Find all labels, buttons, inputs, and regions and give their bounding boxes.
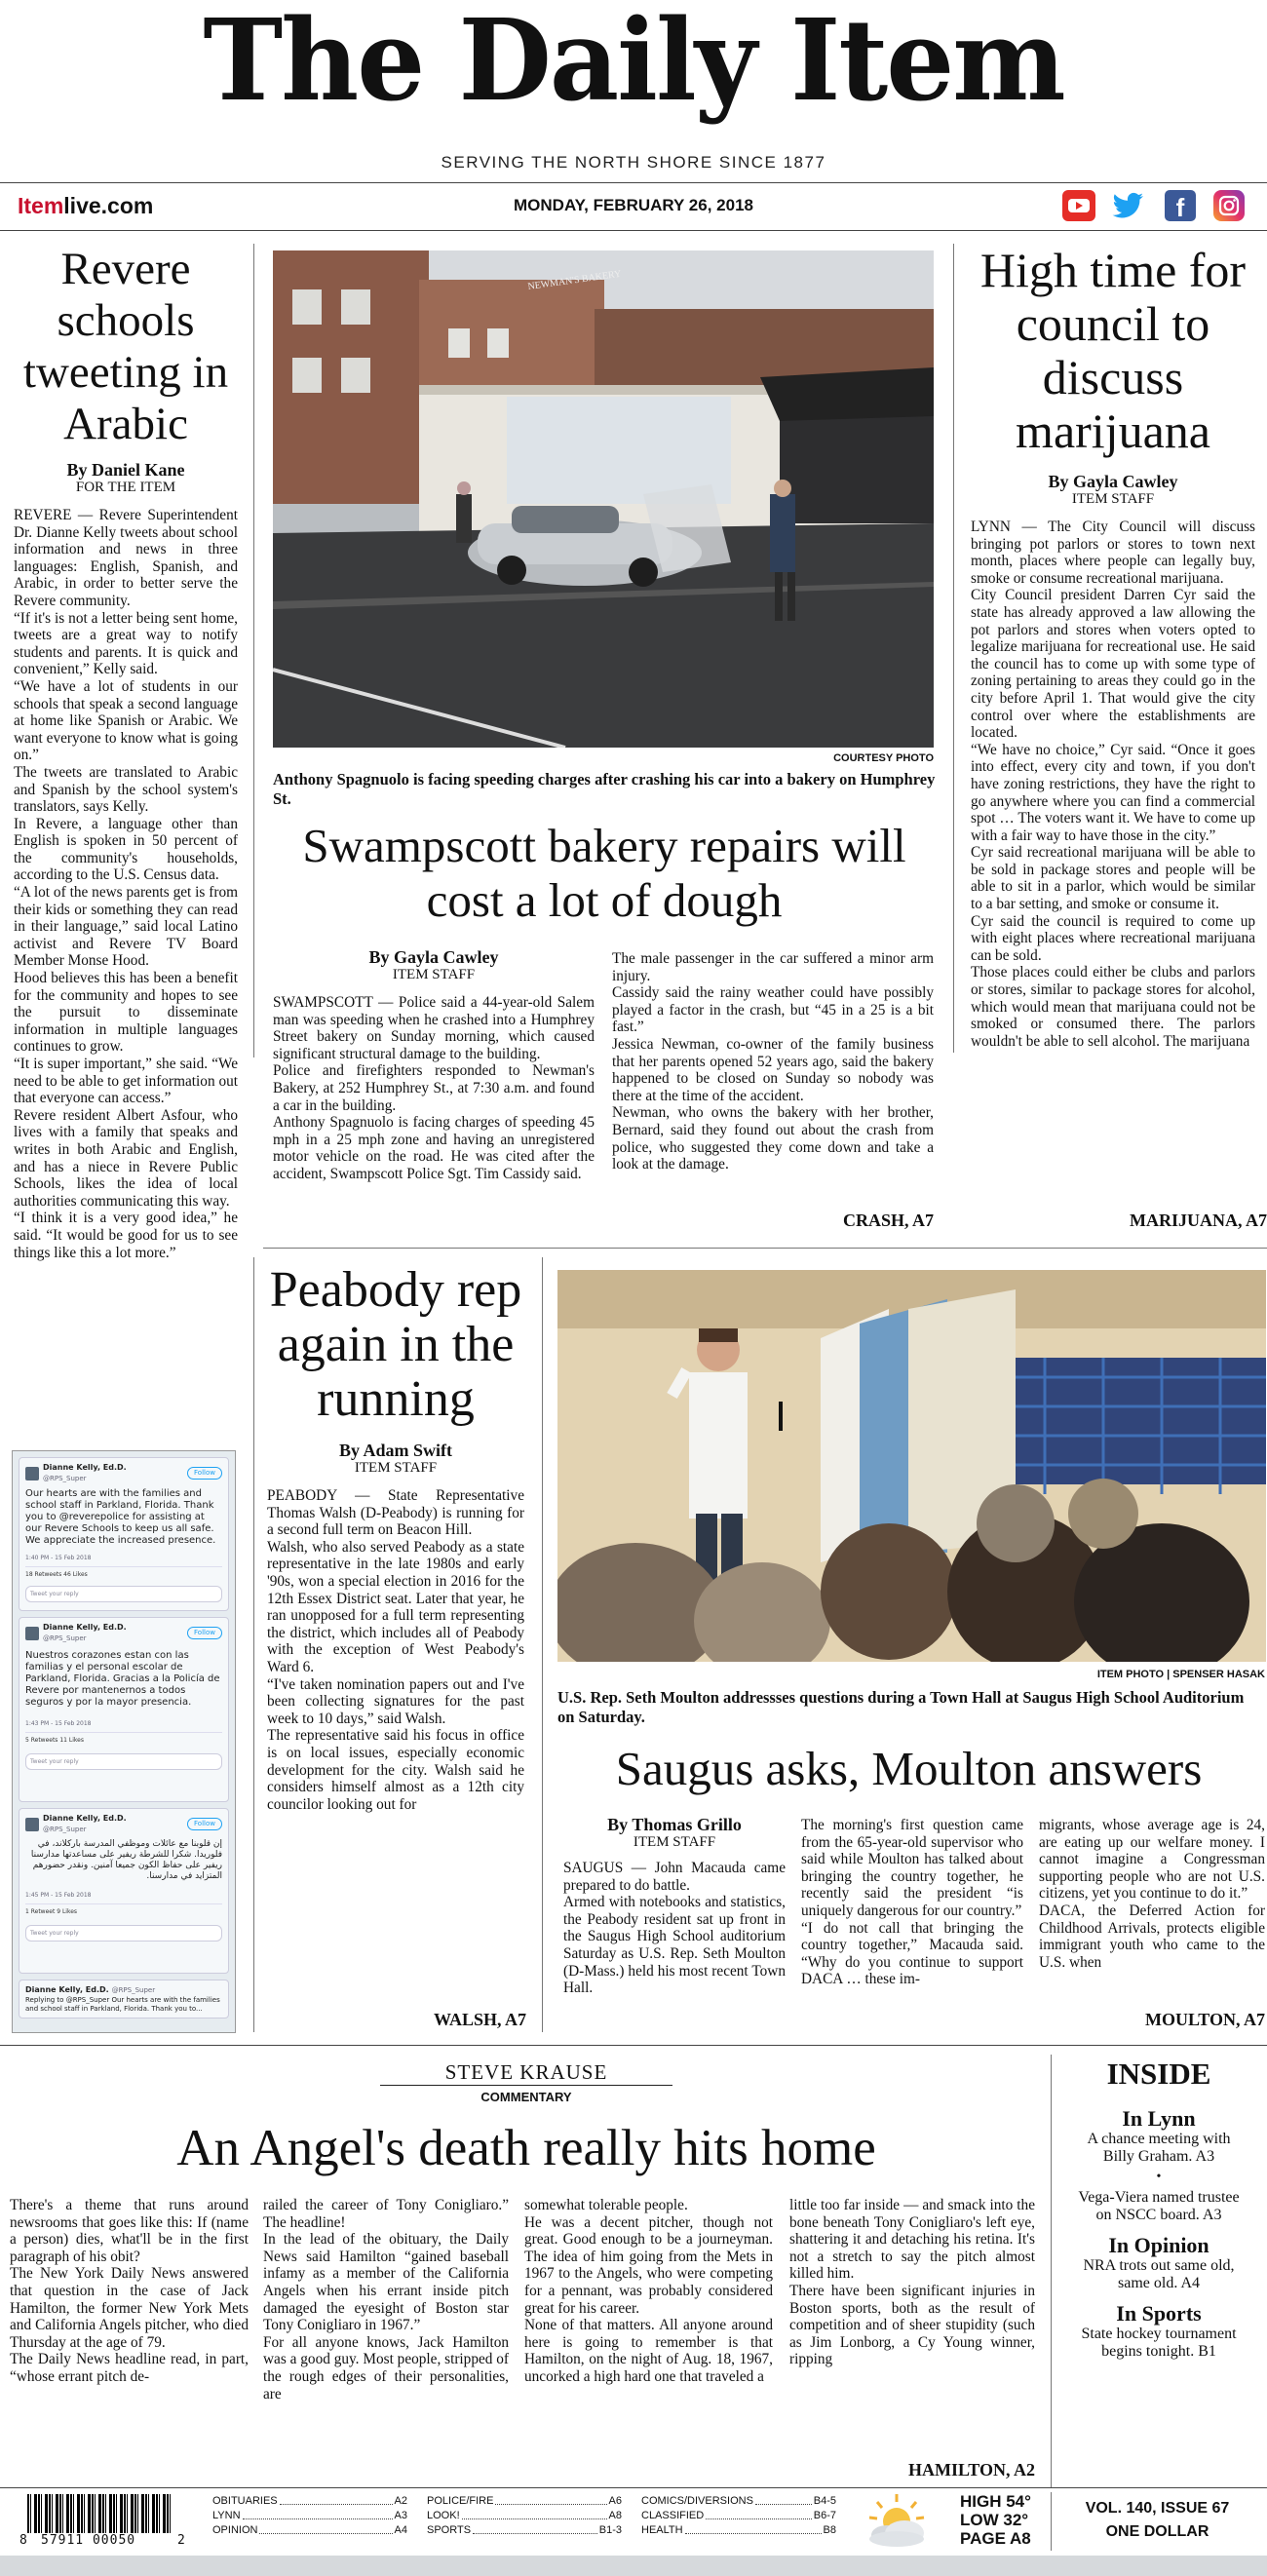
bakery-sign-text: NEWMAN'S BAKERY — [526, 268, 623, 292]
inside-item[interactable]: State hockey tournament begins tonight. B1 — [1081, 2326, 1237, 2360]
index-entry[interactable]: LYNN A3 — [212, 2510, 407, 2521]
saugus-jump-link[interactable]: MOULTON, A7 — [1144, 2010, 1265, 2029]
top-bar — [0, 183, 1267, 230]
tweet-author: Dianne Kelly, Ed.D. — [43, 1623, 127, 1632]
index-entry[interactable]: POLICE/FIRE A6 — [427, 2495, 622, 2507]
inside-item[interactable]: NRA trots out same old, same old. A4 — [1083, 2257, 1235, 2291]
saugus-story-col3 — [1039, 1817, 1265, 1971]
tweet-author: Dianne Kelly, Ed.D. — [43, 1463, 127, 1472]
paragraph: None of that matters. All anyone around here is going to remember is that Hamilton, on the night of Aug. 18, 1967, uncorked a high hard one that traveled a — [524, 2317, 773, 2385]
index-entry[interactable]: SPORTS B1-3 — [427, 2524, 622, 2536]
tweet-text: Our hearts are with the families and school staff in Parkland, Florida. Thank you to @reverepolice for assisting at our Revere Schools to keep us all safe. We appreciate the increased presence. — [25, 1488, 216, 1546]
saugus-caption: U.S. Rep. Seth Moulton addressses questions during a Town Hall at Saugus High School Auditorium on Saturday. — [557, 1688, 1245, 1726]
commentary-col4 — [789, 2197, 1035, 2368]
follow-button[interactable]: Follow — [187, 1627, 222, 1639]
tweet-time: 1:45 PM - 15 Feb 2018 — [25, 1892, 92, 1899]
paragraph: The tweets are translated to Arabic and Spanish by the school system's translators, says Kelly. — [14, 763, 238, 816]
weather-low: LOW 32° — [960, 2511, 1029, 2529]
paragraph: There have been significant injuries in Boston sports, both as the result of competition and of sheer stupidity (such as Jim Lonborg, a Cy Young winner, ripping — [789, 2282, 1035, 2368]
instagram-icon[interactable] — [1213, 190, 1245, 221]
photo-credit: COURTESY PHOTO — [833, 752, 934, 764]
masthead — [0, 0, 1267, 175]
tweet-card — [19, 1617, 229, 1802]
paragraph: Those places could either be clubs and parlors or stores, similar to package stores for alcohol, which would mean that marijuana could not be smoked or consumed there. The parlors wouldn't be able to sell alcohol. The marijuana — [971, 964, 1255, 1050]
marijuana-byline: By Gayla Cawley — [1048, 472, 1178, 491]
paragraph: Walsh, who also served Peabody as a state representative in the late 1980s and early '90s, won a special election in 2016 for the 12th Essex District seat. Later that year, he ran unopposed for a full term representing the district, which includes all of Peabody with the exception of West Peabody's Ward 6. — [267, 1538, 524, 1675]
price: ONE DOLLAR — [1105, 2523, 1209, 2540]
paragraph: Anthony Spagnuolo is facing charges of speeding 45 mph in a 25 mph zone and having an unregistered motor vehicle on the road. He was cited after the accident, Swampscott Police Sgt. Tim Cassidy said. — [273, 1114, 595, 1182]
commentary-label: COMMENTARY — [480, 2090, 572, 2104]
saugus-byline: By Thomas Grillo — [607, 1815, 742, 1834]
peabody-byline: By Adam Swift — [338, 1441, 452, 1460]
inside-divider-bullet: • — [1156, 2170, 1162, 2184]
site-link-suffix: live.com — [63, 193, 154, 218]
paragraph: DACA, the Deferred Action for Childhood Arrivals, protects eligible immigrant youth who came to the U.S. when — [1039, 1902, 1265, 1971]
paragraph: SWAMPSCOTT — Police said a 44-year-old Salem man was speeding when he crashed into a Humphrey Street bakery on Sunday morning, which caused significant structural damage to the building. — [273, 994, 595, 1062]
tweet-text: إن قلوبنا مع عائلات وموظفي المدرسة باركلاند، في فلوريدا. شكرا للشرطة ريفير على مساعدتها مدارسنا ريفير على حفاظ الكون جميعا آمنين. ونقدر حضورهم المتزايد في مدارسنا. — [30, 1839, 222, 1881]
tweet-handle: @RPS_Super — [43, 1826, 87, 1833]
index-entry[interactable]: OBITUARIES A2 — [212, 2495, 407, 2507]
paragraph: In Revere, a language other than English is spoken in 50 percent of the community's households, according to the U.S. Census data. — [14, 815, 238, 884]
tweet-card — [19, 1980, 229, 2019]
paragraph: SAUGUS — John Macauda came prepared to do battle. — [563, 1860, 786, 1894]
paragraph: “It is super important,” she said. “We need to be able to get information out that everyone can access.” — [14, 1056, 238, 1107]
paragraph: railed the career of Tony Conigliaro.” The headline! — [263, 2197, 509, 2231]
tweet-text: Nuestros corazones estan con las familias y el personal escolar de Parkland, Florida. Gracias a la Policía de Revere por mantenernos a todos seguros y por la mayor presencia. — [25, 1650, 220, 1708]
index-entry[interactable]: LOOK! A8 — [427, 2510, 622, 2521]
tweet-reply-box[interactable]: Tweet your reply — [25, 1753, 222, 1770]
tweet-stats: 5 Retweets 11 Likes — [25, 1732, 222, 1746]
issue-date: MONDAY, FEBRUARY 26, 2018 — [514, 196, 753, 214]
barcode-lead-digit: 8 — [19, 2533, 27, 2548]
revere-staff: FOR THE ITEM — [75, 480, 176, 495]
site-link-prefix: Item — [18, 193, 64, 218]
inside-section-head[interactable]: In Lynn — [1122, 2106, 1196, 2131]
paragraph: Newman, who owns the bakery with her brother, Bernard, said they found out about the crash from police, who suggested they come down and take a look at the damage. — [612, 1104, 934, 1173]
paragraph: PEABODY — State Representative Thomas Walsh (D-Peabody) is running for a second full term on Beacon Hill. — [267, 1487, 524, 1539]
commentary-jump-link[interactable]: HAMILTON, A2 — [907, 2460, 1035, 2480]
bakery-byline: By Gayla Cawley — [368, 947, 499, 967]
tweet-handle: @RPS_Super — [43, 1475, 87, 1482]
paragraph: The male passenger in the car suffered a minor arm injury. — [612, 950, 934, 984]
paragraph: Jessica Newman, co-owner of the family business that her parents opened 52 years ago, said the bakery happened to be closed on Sunday so nobody was there at the time of the accident. — [612, 1035, 934, 1104]
barcode-bars — [27, 2494, 173, 2533]
tweet-text: Replying to @RPS_Super Our hearts are with the families and school staff in Parkland, Florida. Thank you to... — [25, 1996, 220, 2013]
paragraph: The Daily News headline read, in part, “whose errant pitch de- — [10, 2351, 249, 2385]
paragraph: Hood believes this has been a benefit for the community and hopes to see the pursuit to disseminate information in multiple languages continues to grow. — [14, 970, 238, 1056]
masthead-title: The Daily Item — [203, 0, 1064, 127]
tweet-stats: 18 Retweets 46 Likes — [25, 1566, 222, 1580]
paragraph: little too far inside — and smack into the bone beneath Tony Conigliaro's left eye, shattering it and detaching his retina. It's not a stretch to say the pitch almost killed him. — [789, 2197, 1035, 2283]
bakery-headline[interactable]: Swampscott bakery repairs will cost a lot of dough — [302, 819, 906, 927]
saugus-staff: ITEM STAFF — [633, 1834, 716, 1850]
paragraph: LYNN — The City Council will discuss bringing pot parlors or stores to town next month, places where people can legally buy, smoke or consume recreational marijuana. — [971, 519, 1255, 587]
partly-cloudy-icon — [858, 2492, 936, 2551]
peabody-headline[interactable]: Peabody rep again in the running — [269, 1262, 522, 1427]
tweet-reply-box[interactable]: Tweet your reply — [25, 1925, 222, 1942]
photo-credit: ITEM PHOTO | SPENSER HASAK — [1096, 1669, 1265, 1680]
commentary-col3 — [524, 2197, 773, 2386]
paragraph: Armed with notebooks and statistics, the Peabody resident sat up front in the Saugus High School auditorium Saturday as U.S. Rep. Seth Moulton (D-Mass.) held his most recent Town Hall. — [563, 1894, 786, 1997]
paragraph: In the lead of the obituary, the Daily News said Hamilton “gained baseball infamy as a member of the California Angels when his errant inside pitch damaged the eyesight of Boston star Tony Conigliaro in 1967.” — [263, 2231, 509, 2334]
paragraph: somewhat tolerable people. — [524, 2197, 688, 2213]
paragraph: Cyr said the council is required to come up with eight places where recreational marijuana can be sold. — [971, 912, 1255, 964]
weather-high: HIGH 54° — [960, 2492, 1031, 2511]
marijuana-headline[interactable]: High time for council to discuss marijuana — [979, 243, 1247, 458]
commentary-author: STEVE KRAUSE — [380, 2060, 672, 2086]
index-col — [212, 2494, 407, 2538]
paragraph: “If it's is not a letter being sent home, tweets are a great way to notify students and parents. It is quick and convenient,” Kelly said. — [14, 609, 238, 678]
paragraph: Police and firefighters responded to Newman's Bakery, at 252 Humphrey St., at 7:30 a.m. and found a car in the building. — [273, 1062, 595, 1114]
inside-item[interactable]: Vega-Viera named trustee on NSCC board. A3 — [1078, 2189, 1240, 2223]
barcode-digits: 57911 00050 — [41, 2533, 136, 2548]
tweet-author: Dianne Kelly, Ed.D. — [25, 1985, 109, 1994]
index-col — [427, 2494, 622, 2538]
revere-headline[interactable]: Revere schools tweeting in Arabic — [22, 244, 229, 449]
paragraph: “We have a lot of students in our schools that speak a second language at home like Spanish or Arabic. We want everyone to know what is going on.” — [14, 677, 238, 764]
avatar — [25, 1818, 39, 1831]
paragraph: There's a theme that runs around newsrooms that goes like this: If (name a person) dies, what'll be in the first paragraph of his obit? — [10, 2197, 249, 2265]
revere-story — [14, 244, 238, 1261]
commentary-col1 — [10, 2197, 249, 2386]
follow-button[interactable]: Follow — [187, 1467, 222, 1480]
bakery-jump-link[interactable]: CRASH, A7 — [842, 1211, 934, 1230]
youtube-icon[interactable] — [1062, 190, 1095, 221]
paragraph: Cassidy said the rainy weather could have possibly played a factor in the crash, but “45 in a 25 is a bit fast.” — [612, 984, 934, 1036]
peabody-story — [267, 1263, 524, 1813]
bakery-crash-photo — [273, 250, 934, 748]
moulton-town-hall-photo — [557, 1270, 1266, 1662]
peabody-staff: ITEM STAFF — [354, 1460, 438, 1476]
tweet-handle: @RPS_Super — [43, 1634, 87, 1642]
facebook-icon[interactable]: f — [1165, 190, 1196, 221]
commentary-col2 — [263, 2197, 509, 2403]
volume-issue: VOL. 140, ISSUE 67 — [1085, 2500, 1230, 2517]
weather-readout[interactable] — [960, 2492, 1057, 2548]
paragraph: He was a decent pitcher, though not great. Good enough to be a journeyman. The idea of him going from the Mets in 1967 to the Angels, who were competing for a pennant, was probably considered great for his career. — [524, 2213, 773, 2317]
paragraph: The morning's first question came from the 65-year-old supervisor who said while Moulton has talked about bringing the country together, he recently said the president “is uniquely dangerous for our country.” — [801, 1817, 1023, 1919]
avatar — [25, 1627, 39, 1640]
tweet-stats: 1 Retweet 9 Likes — [25, 1903, 222, 1917]
tweet-time: 1:40 PM - 15 Feb 2018 — [25, 1555, 92, 1561]
peabody-jump-link[interactable]: WALSH, A7 — [433, 2010, 526, 2029]
marijuana-story — [971, 244, 1255, 1050]
index-col — [641, 2494, 836, 2538]
twitter-icon[interactable] — [1111, 189, 1146, 222]
paragraph: “I've taken nomination papers out and I've been collecting signatures for the past week to 10 days,” said Walsh. — [267, 1675, 524, 1727]
index-entry[interactable]: HEALTH B8 — [641, 2524, 836, 2536]
paragraph: Cyr said recreational marijuana will be able to be sold in package stores and people will be able to sit in a parlor, which would be similar to a bar setting, and smoke or consume it. — [971, 844, 1255, 913]
index-entry[interactable]: CLASSIFIED B6-7 — [641, 2510, 836, 2521]
bakery-story-col1 — [273, 947, 595, 1183]
revere-body — [14, 507, 238, 1261]
paragraph: “We have no choice,” Cyr said. “Once it goes into effect, every city and town, if you don't have zoning restrictions, they have the right to go anywhere where you can find a commercial spot … The voters want it. We have to come up with a fair way to have those in the city.” — [971, 741, 1255, 844]
site-link[interactable] — [18, 193, 153, 219]
paragraph: migrants, whose average age is 24, are eating up our welfare money. I cannot imagine a Congressman supporting people who are not U.S. citizens, yet you continue to do it.” — [1039, 1817, 1265, 1903]
tweet-card — [19, 1808, 229, 1974]
avatar — [25, 1467, 39, 1480]
paragraph: “I do not call that bringing the country together,” Macauda said. “Why do you continue to support DACA … these im- — [801, 1919, 1023, 1988]
bakery-caption: Anthony Spagnuolo is facing speeding charges after crashing his car into a bakery on Humphrey St. — [273, 770, 936, 808]
barcode — [19, 2494, 185, 2551]
paragraph: The New York Daily News answered that question in the case of Jack Hamilton, the former New York Mets and California Angels pitcher, who died Thursday at the age of 79. — [10, 2265, 249, 2351]
tweet-card — [19, 1457, 229, 1611]
saugus-story-col2 — [801, 1817, 1023, 1988]
paragraph: For all anyone knows, Jack Hamilton was a good guy. Most people, stripped of the rough edges of their personalities, are — [263, 2333, 509, 2403]
inside-item[interactable]: A chance meeting with Billy Graham. A3 — [1087, 2131, 1231, 2165]
index-entry[interactable]: OPINION A4 — [212, 2524, 407, 2536]
bakery-staff: ITEM STAFF — [392, 967, 476, 982]
revere-byline: By Daniel Kane — [66, 460, 185, 480]
bakery-story-col2 — [612, 950, 934, 1173]
bottom-band — [0, 2556, 1267, 2576]
follow-button[interactable]: Follow — [187, 1818, 222, 1830]
tweet-author: Dianne Kelly, Ed.D. — [43, 1814, 127, 1823]
paragraph: City Council president Darren Cyr said the state has already approved a law allowing the pot parlors and stores when voters opted to legalize marijuana for recreational use. He said the council has to come up with some type of zoning pertaining to areas they could go in the city before April 1. That would give the city control over where the establishments are located. — [971, 587, 1255, 742]
masthead-tagline: SERVING THE NORTH SHORE SINCE 1877 — [441, 153, 826, 172]
inside-box — [1060, 2055, 1257, 2361]
saugus-headline[interactable]: Saugus asks, Moulton answers — [615, 1742, 1203, 1795]
paragraph: “A lot of the news parents get is from their kids or something they can read in their language,” said local Latino activist and Revere TV Board Member Monse Hood. — [14, 884, 238, 970]
paragraph: “I think it is a very good idea,” he said. “It would be good for us to see things like this a lot more.” — [14, 1210, 238, 1261]
marijuana-jump-link[interactable]: MARIJUANA, A7 — [1130, 1211, 1267, 1230]
paragraph: The representative said his focus in office is on local issues, especially economic development for the city. Walsh said he considers himself almost as a 12th city councilor looking out for — [267, 1727, 524, 1813]
tweets-screenshot — [12, 1450, 236, 2033]
tweet-time: 1:43 PM - 15 Feb 2018 — [25, 1720, 92, 1727]
inside-title: INSIDE — [1106, 2057, 1211, 2091]
tweet-handle: @RPS_Super — [111, 1986, 156, 1994]
tweet-reply-box[interactable]: Tweet your reply — [25, 1586, 222, 1602]
weather-page: PAGE A8 — [960, 2529, 1031, 2548]
marijuana-staff: ITEM STAFF — [1071, 491, 1155, 507]
footer — [0, 2488, 1267, 2555]
paragraph: REVERE — Revere Superintendent Dr. Dianne Kelly tweets about school information and news in three languages: English, Spanish, and Arabic, in order to better serve the Revere community. — [14, 507, 238, 609]
inside-section-head[interactable]: In Sports — [1116, 2301, 1202, 2326]
paragraph: Revere resident Albert Asfour, who lives with a family that speaks and writes in both Arabic and English, and has a niece in Revere Public Schools, likes the idea of local authorities communicating this way. — [14, 1106, 238, 1210]
barcode-check-digit: 2 — [177, 2533, 185, 2548]
commentary-headline[interactable]: An Angel's death really hits home — [176, 2120, 876, 2176]
saugus-story-col1 — [563, 1815, 786, 1997]
index-entry[interactable]: COMICS/DIVERSIONS B4-5 — [641, 2495, 836, 2507]
inside-section-head[interactable]: In Opinion — [1108, 2233, 1209, 2257]
